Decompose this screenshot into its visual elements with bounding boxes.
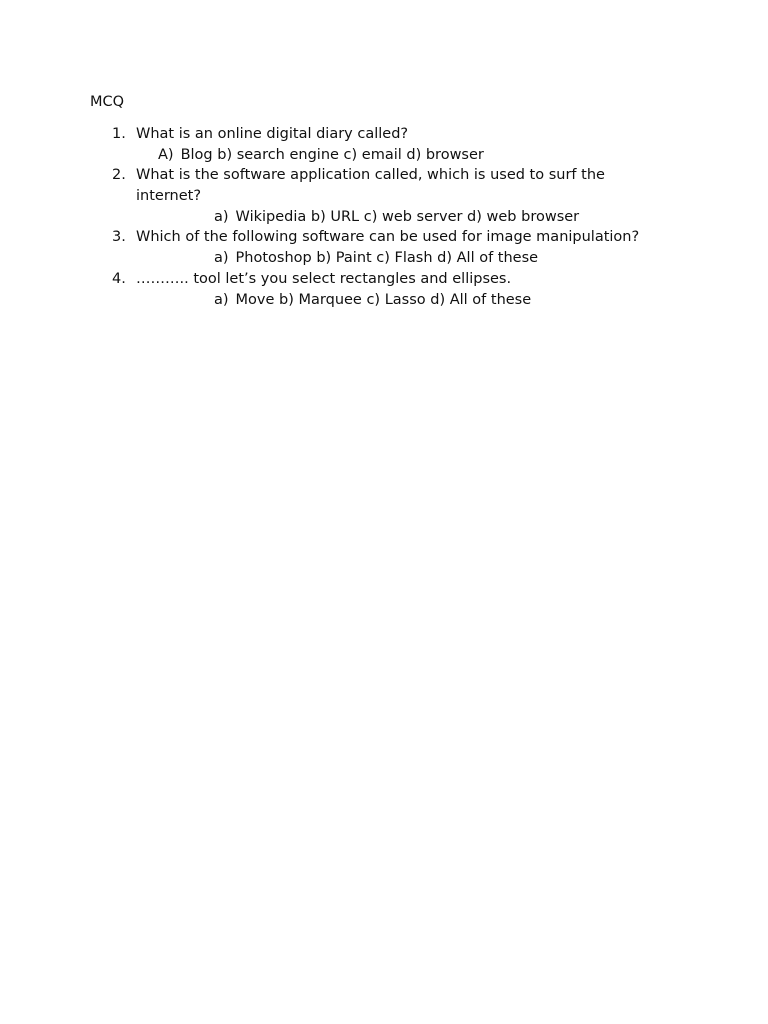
option-label: A) <box>158 147 174 163</box>
question-number: 3. <box>112 229 126 245</box>
question-text: ……….. tool let’s you select rectangles and ellipses. <box>136 271 512 287</box>
options-text: Photoshop b) Paint c) Flash d) All of these <box>235 250 539 266</box>
question-2-options <box>214 207 579 227</box>
question-1-options <box>158 145 484 165</box>
question-number: 1. <box>112 126 126 142</box>
options-text: Move b) Marquee c) Lasso d) All of these <box>235 292 532 308</box>
question-text: Which of the following software can be used for image manipulation? <box>136 229 640 245</box>
question-text: What is an online digital diary called? <box>136 126 409 142</box>
question-text: What is the software application called, which is used to surf the internet? <box>136 167 605 204</box>
question-2 <box>112 165 672 206</box>
options-text: Wikipedia b) URL c) web server d) web browser <box>235 209 580 225</box>
option-label: a) <box>214 250 229 266</box>
question-3-options <box>214 248 538 268</box>
question-4 <box>112 269 672 290</box>
question-number: 4. <box>112 271 126 287</box>
document-title: MCQ <box>90 94 125 110</box>
question-1 <box>112 124 672 145</box>
option-label: a) <box>214 292 229 308</box>
question-3 <box>112 227 672 248</box>
options-text: Blog b) search engine c) email d) browser <box>180 147 484 163</box>
question-4-options <box>214 290 531 310</box>
question-number: 2. <box>112 167 126 183</box>
option-label: a) <box>214 209 229 225</box>
